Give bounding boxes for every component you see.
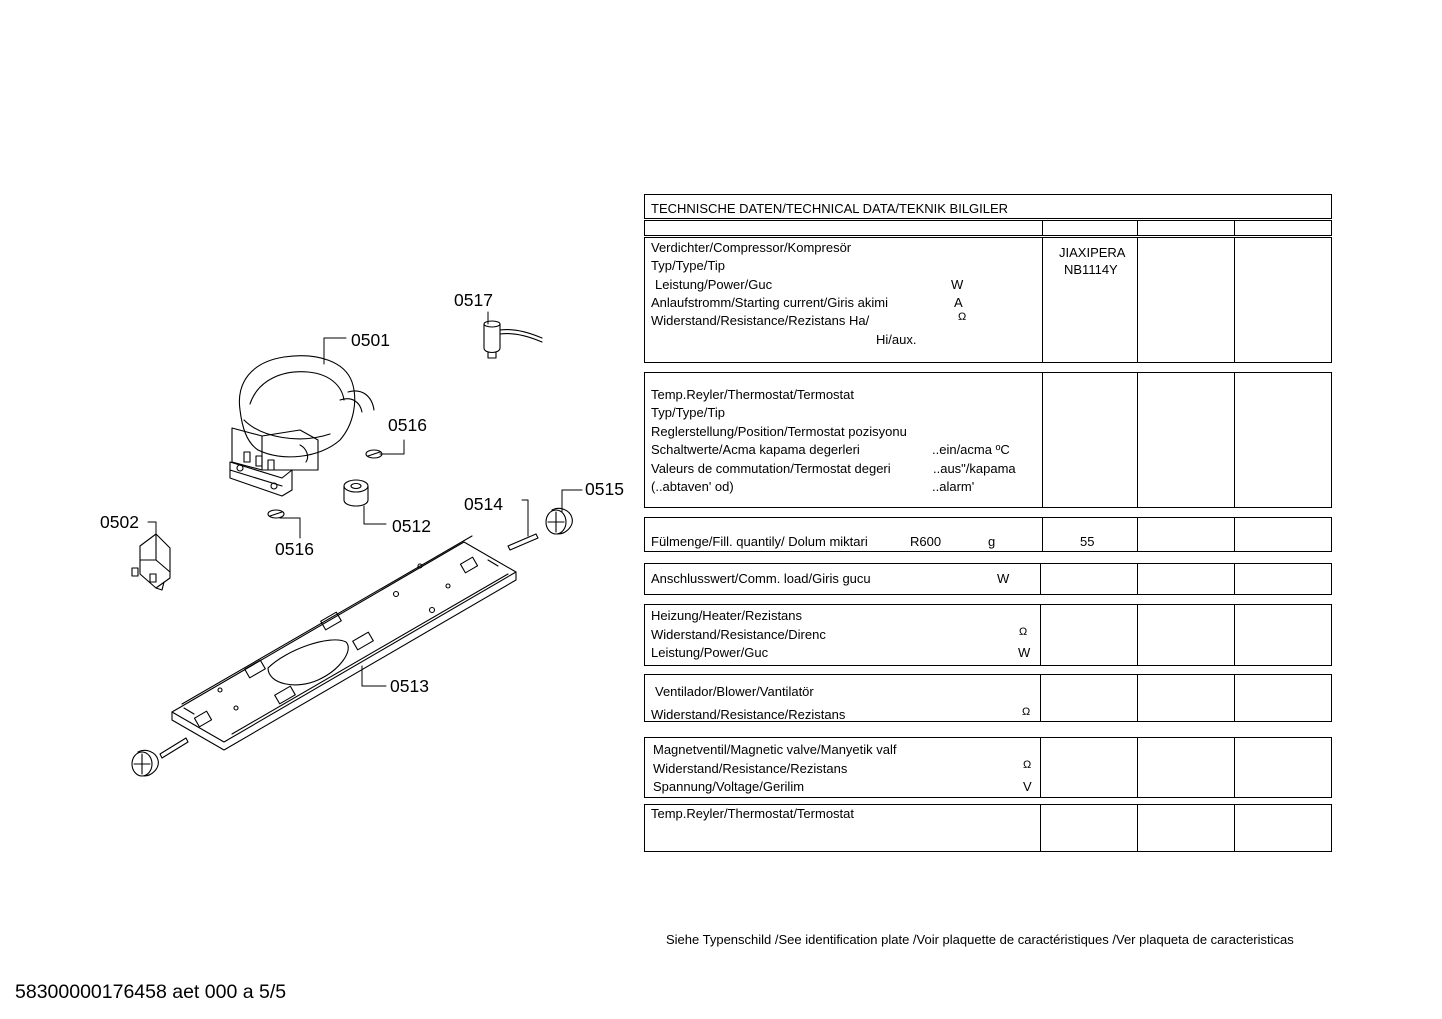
thermostat-type-label: Typ/Type/Tip xyxy=(651,405,725,420)
blower-resistance-unit: Ω xyxy=(1022,706,1031,718)
compressor-title: Verdichter/Compressor/Kompresör xyxy=(651,240,852,255)
valve-voltage-unit: V xyxy=(1023,779,1032,794)
connected-load-section xyxy=(644,563,1332,595)
compressor-part xyxy=(230,356,374,496)
thermostat-switch3-value: ..alarm' xyxy=(932,479,975,494)
grommet-part xyxy=(344,480,368,506)
thermostat-switch2-label: Valeurs de commutation/Termostat degeri xyxy=(651,461,891,476)
heater-title: Heizung/Heater/Rezistans xyxy=(651,608,803,623)
blower-section xyxy=(644,674,1332,722)
thermostat-switch2-value: ..aus"/kapama xyxy=(933,461,1016,476)
compressor-start-label: Anlaufstromm/Starting current/Giris akimi xyxy=(651,295,888,310)
thermostat-switch1-value: ..ein/acma ºC xyxy=(932,442,1010,457)
fill-unit: g xyxy=(988,534,996,549)
fill-quantity-label: Fülmenge/Fill. quantily/ Dolum miktari xyxy=(651,534,868,549)
heater-power-label: Leistung/Power/Guc xyxy=(651,645,769,660)
capacitor-part xyxy=(484,321,542,358)
compressor-value-2: NB1114Y xyxy=(1064,262,1118,277)
exploded-parts-drawing xyxy=(0,0,640,800)
heater-power-unit: W xyxy=(1018,645,1031,660)
compressor-type-label: Typ/Type/Tip xyxy=(651,258,725,273)
valve-voltage-label: Spannung/Voltage/Gerilim xyxy=(653,779,805,794)
compressor-resistance-aux: Hi/aux. xyxy=(876,332,917,347)
blower-title: Ventilador/Blower/Vantilatör xyxy=(655,684,814,699)
thermostat-switch3-label: (..abtaven' od) xyxy=(651,479,734,494)
part-label-0516-lower: 0516 xyxy=(275,539,314,559)
valve-title: Magnetventil/Magnetic valve/Manyetik valf xyxy=(653,742,897,757)
valve-section xyxy=(644,737,1332,798)
thermostat-title: Temp.Reyler/Thermostat/Termostat xyxy=(651,387,855,402)
blower-resistance-label: Widerstand/Resistance/Rezistans xyxy=(651,707,846,722)
washer-part-2 xyxy=(268,510,284,518)
compressor-power-label: Leistung/Power/Guc xyxy=(655,277,773,292)
table-empty-row xyxy=(644,220,1332,236)
compressor-resistance-label: Widerstand/Resistance/Rezistans Ha/ xyxy=(651,313,870,328)
connected-load-unit: W xyxy=(997,571,1010,586)
compressor-resistance-unit: Ω xyxy=(958,311,967,323)
heater-resistance-label: Widerstand/Resistance/Direnc xyxy=(651,627,826,642)
compressor-value-1: JIAXIPERA xyxy=(1059,245,1126,260)
fill-refrigerant: R600 xyxy=(910,534,942,549)
heater-resistance-unit: Ω xyxy=(1019,626,1028,638)
part-label-0512: 0512 xyxy=(392,516,431,536)
valve-resistance-label: Widerstand/Resistance/Rezistans xyxy=(653,761,848,776)
part-label-0516-upper: 0516 xyxy=(388,415,427,435)
compressor-power-unit: W xyxy=(951,277,964,292)
pin-part-lower xyxy=(160,738,188,758)
part-label-0501: 0501 xyxy=(351,330,390,350)
table-header-box xyxy=(644,194,1332,219)
leader-lines xyxy=(148,312,582,686)
relay-part xyxy=(132,534,170,590)
fill-value: 55 xyxy=(1080,534,1095,549)
fill-quantity-section xyxy=(644,517,1332,552)
connected-load-label: Anschlusswert/Comm. load/Giris gucu xyxy=(651,571,871,586)
thermostat-section xyxy=(644,372,1332,508)
compressor-section xyxy=(644,237,1332,363)
part-label-0502: 0502 xyxy=(100,512,139,532)
part-label-0513: 0513 xyxy=(390,676,429,696)
valve-resistance-unit: Ω xyxy=(1023,759,1032,771)
roller-part-lower xyxy=(132,750,158,776)
document-id: 58300000176458 aet 000 a 5/5 xyxy=(15,981,287,1003)
pin-part xyxy=(508,534,538,550)
compressor-start-unit: A xyxy=(954,295,963,310)
roller-part xyxy=(546,508,572,534)
thermostat-switch1-label: Schaltwerte/Acma kapama degerleri xyxy=(651,442,860,457)
thermostat2-section xyxy=(644,804,1332,852)
heater-section xyxy=(644,604,1332,666)
base-plate-part xyxy=(172,536,516,750)
part-label-0517: 0517 xyxy=(454,290,493,310)
thermostat2-title: Temp.Reyler/Thermostat/Termostat xyxy=(651,806,855,821)
table-header-title: TECHNISCHE DATEN/TECHNICAL DATA/TEKNIK BILGILER xyxy=(651,201,1009,216)
thermostat-position-label: Reglerstellung/Position/Termostat pozisyonu xyxy=(651,424,907,439)
part-label-0514: 0514 xyxy=(464,494,503,514)
part-label-0515: 0515 xyxy=(585,479,624,499)
identification-plate-note: Siehe Typenschild /See identification plate /Voir plaquette de caractéristiques /Ver plaqueta de caracteristicas xyxy=(666,932,1294,947)
